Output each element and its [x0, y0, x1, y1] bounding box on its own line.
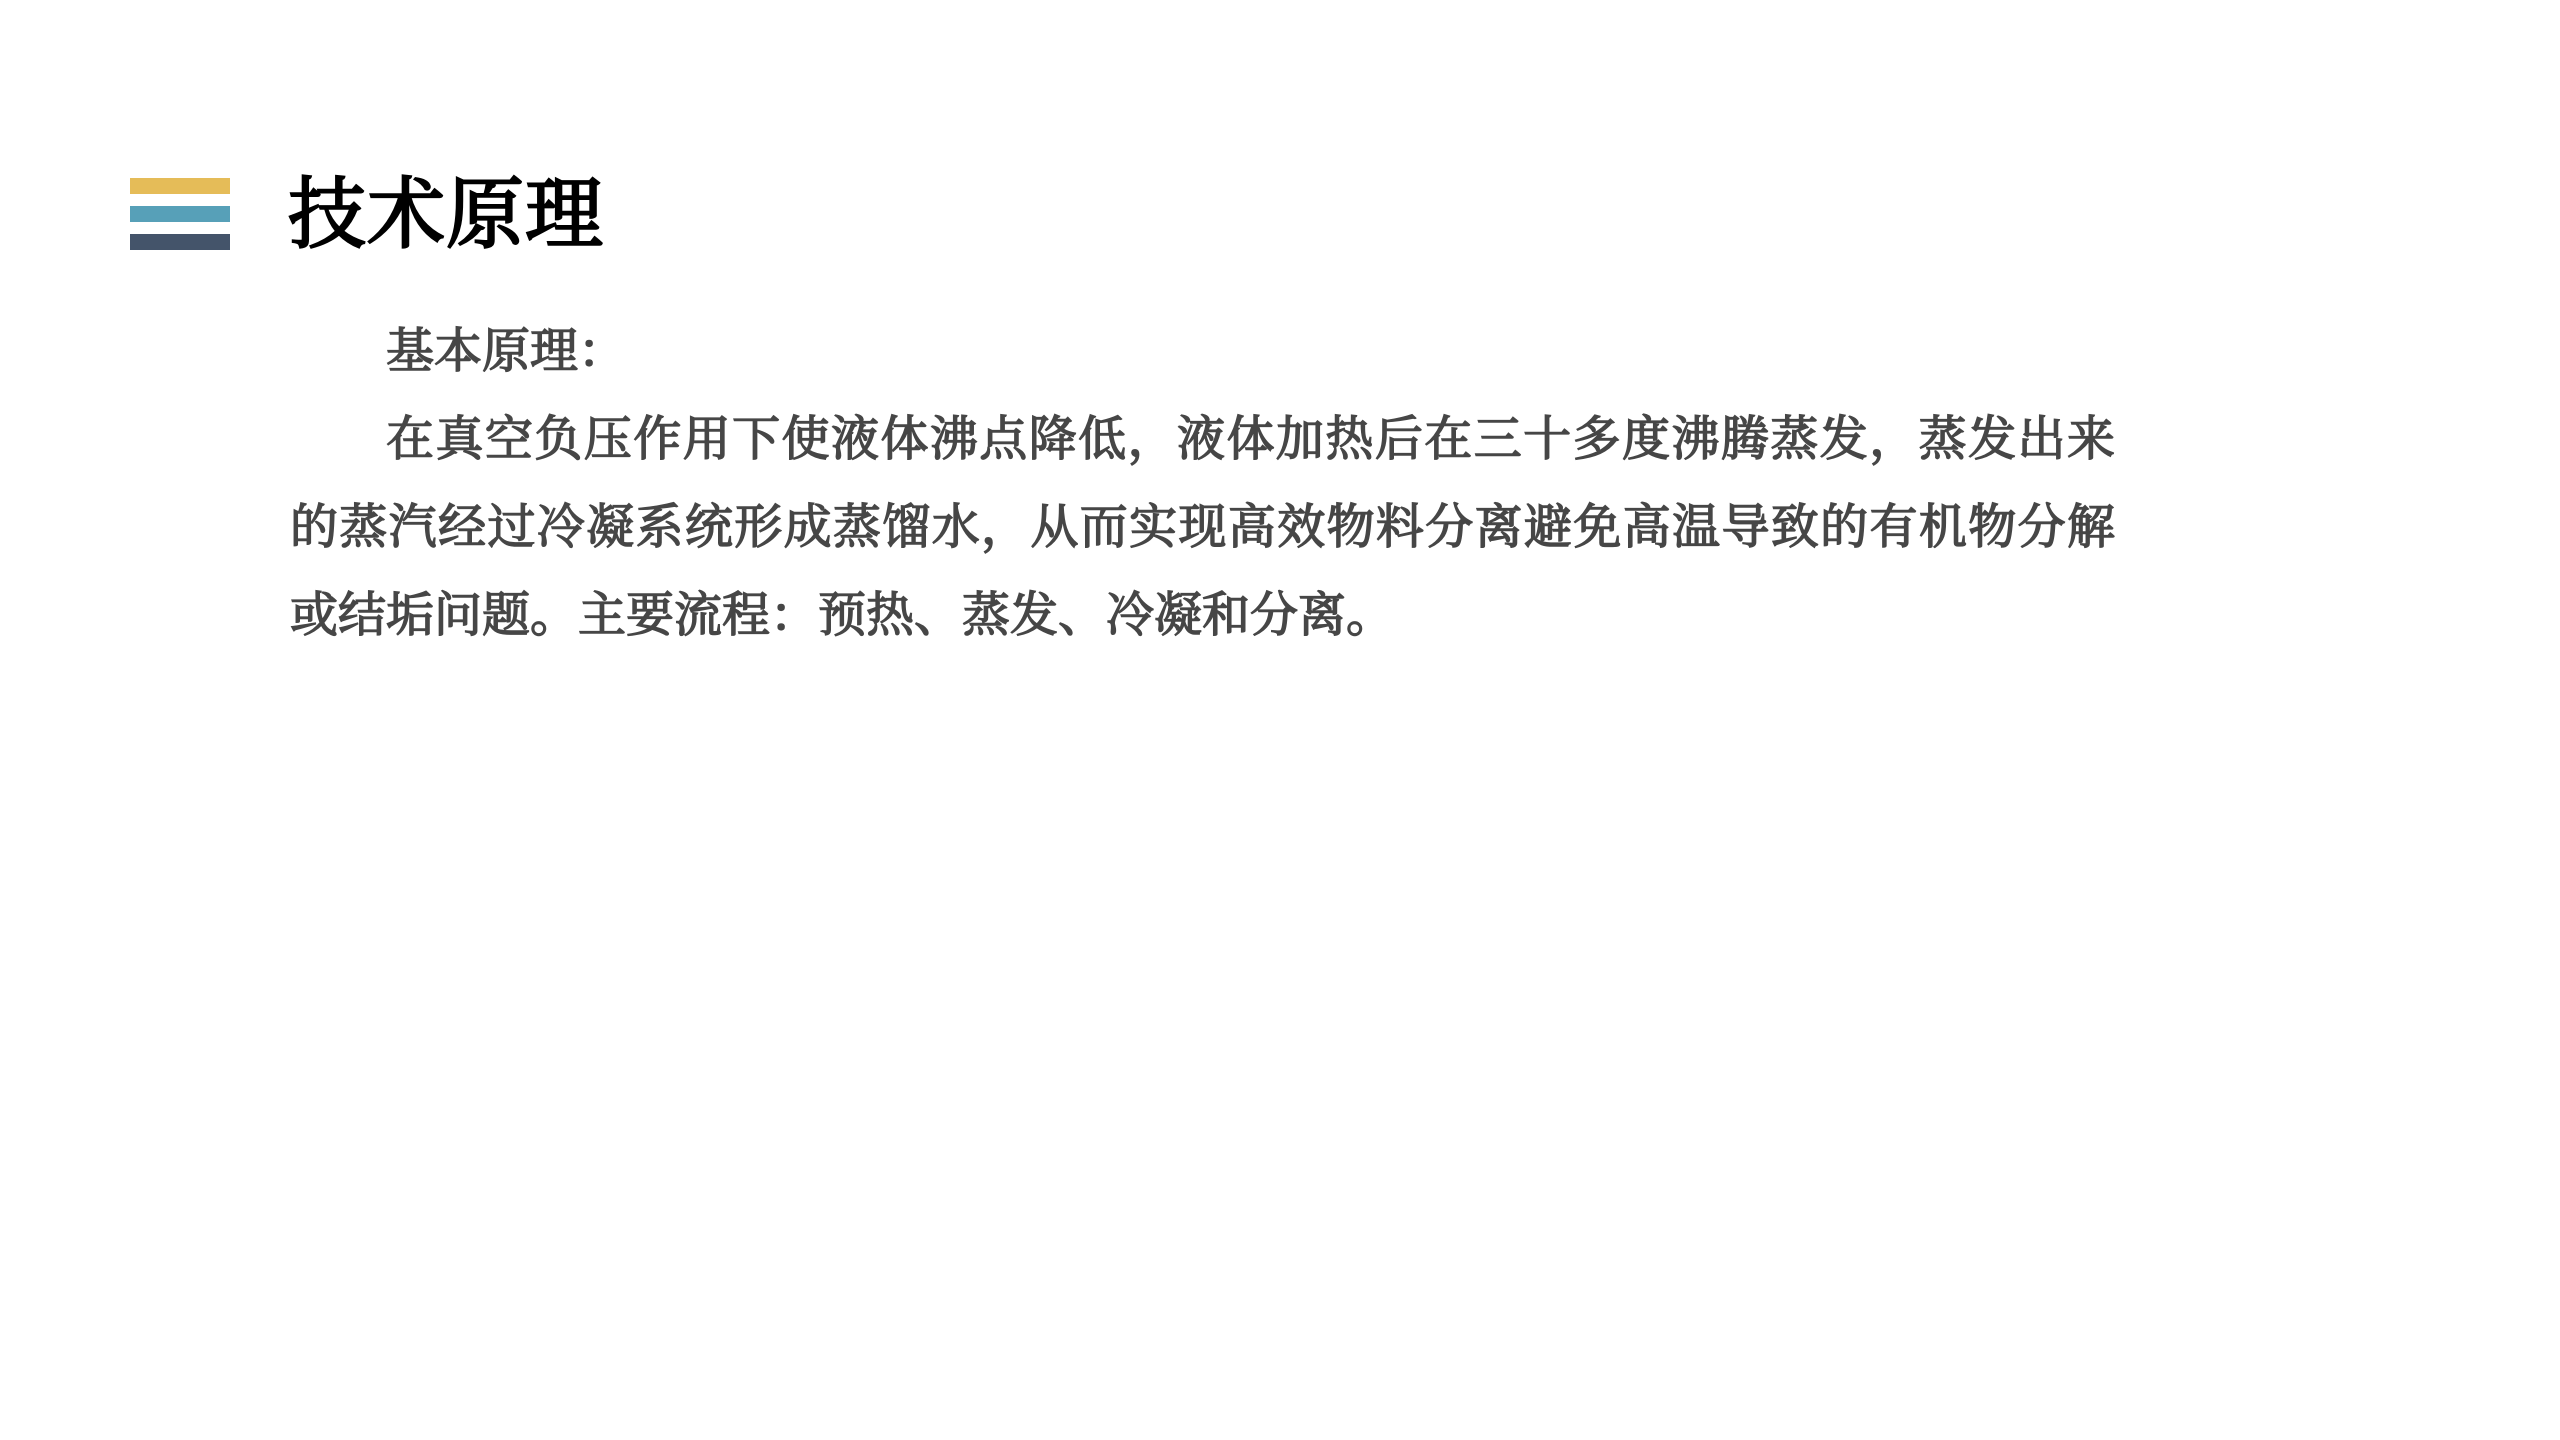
three-bars-icon: [130, 178, 230, 250]
slide-title: 技术原理: [288, 170, 605, 258]
body-heading-line: 基本原理：: [386, 325, 627, 378]
body-text: [290, 308, 2115, 660]
title-row: [0, 0, 2560, 300]
body-text-line: 在真空负压作用下使液体沸点降低，液体加热后在三十多度沸腾蒸发，蒸发出来: [386, 413, 2115, 466]
bar-gold-icon: [130, 178, 230, 194]
body-text-line: 的蒸汽经过冷凝系统形成蒸馏水，从而实现高效物料分离避免高温导致的有机物分解: [290, 501, 2115, 554]
body-text-line: 或结垢问题。主要流程：预热、蒸发、冷凝和分离。: [290, 589, 1395, 642]
bar-dark-icon: [130, 234, 230, 250]
bar-teal-icon: [130, 206, 230, 222]
